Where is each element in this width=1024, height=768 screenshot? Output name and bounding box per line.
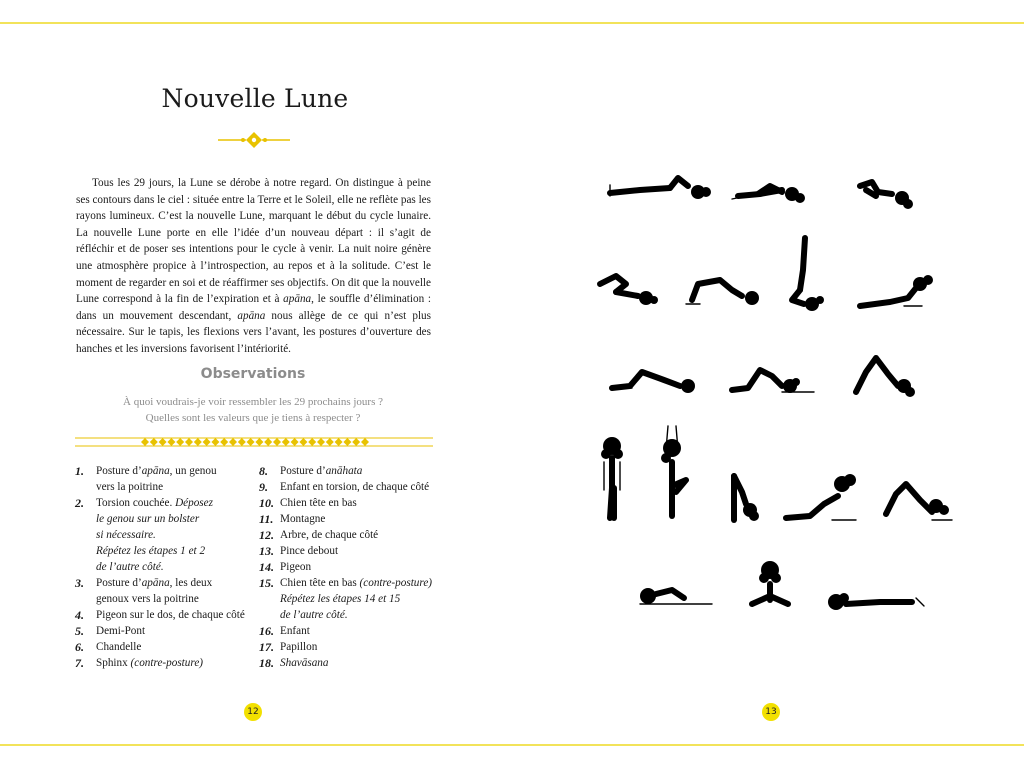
pose-sphinx [860, 275, 933, 306]
pose-pigeon [786, 474, 856, 520]
band-diamond [273, 438, 281, 446]
page-title: Nouvelle Lune [161, 84, 349, 113]
sequence-number [259, 607, 280, 623]
pose-supine-pigeon [600, 276, 658, 305]
sequence-number [75, 511, 96, 527]
band-diamond [203, 438, 211, 446]
sequence-text: Posture d’apāna, les deux [96, 577, 213, 589]
band-diamond [352, 438, 360, 446]
pose-anahata [612, 372, 695, 393]
bottom-rule [0, 744, 1024, 746]
sequence-text: Enfant [280, 625, 310, 637]
intro-paragraph: Tous les 29 jours, la Lune se dérobe à notre regard. On distingue à peine ses contours dans le ciel : située entre la Terre et le Soleil, elle ne reflète pas les rayons lumineux. C’est la nouvelle Lune, marquant le début du cycle lunaire. La nouvelle Lune porte en elle l’idée d’un nouveau départ : il s’agit de réfléchir et de poser ses intentions pour le cycle à venir. La nuit noire génère une atmosphère propice à l’introspection, au repos et à la solitude. C’est le moment de regarder en soi et de réaffirmer ses objectifs. On dit que la nouvelle Lune correspond à la fin de l’expiration et à apāna, le souffle d’élimination : dans un mouvement descendant, apāna nous allège de ce qui n’est plus nécessaire. Sur le tapis, les flexions vers l’avant, les postures d’ouverture des hanches et les inversions favorisent l’intériorité. [76, 177, 432, 355]
sequence-text: le genou sur un bolster [96, 513, 200, 525]
sequence-item [259, 495, 432, 511]
sequence-number: 11. [259, 512, 274, 526]
sequence-item [259, 543, 432, 559]
sequence-item [75, 623, 245, 639]
sequence-text: de l’autre côté. [280, 609, 348, 621]
band-diamond [291, 438, 299, 446]
band-diamond [185, 438, 193, 446]
sequence-item [259, 591, 432, 607]
sequence-item [259, 511, 432, 527]
sequence-text: Chien tête en bas [280, 497, 357, 509]
band-diamond [343, 438, 351, 446]
sequence-number: 14. [259, 560, 274, 574]
band-diamond [335, 438, 343, 446]
band-diamond [176, 438, 184, 446]
band-diamond [238, 438, 246, 446]
sequence-text: Enfant en torsion, de chaque côté [280, 481, 430, 493]
band-diamond [361, 438, 369, 446]
pose-half-bridge [686, 280, 759, 305]
sequence-number: 13. [259, 544, 274, 558]
sequence-text: Sphinx (contre-posture) [96, 657, 204, 669]
sequence-text: Posture d’anāhata [280, 465, 363, 477]
sequence-number: 9. [259, 480, 268, 494]
sequence-item [75, 543, 245, 559]
sequence-text: Pigeon [280, 561, 312, 573]
band-diamond [247, 438, 255, 446]
pose-supine-twist [732, 186, 805, 203]
sequence-text: Posture d’apāna, un genou [96, 465, 217, 477]
pose-apana-both-knees [860, 182, 913, 209]
pose-downward-dog [856, 358, 915, 397]
pose-butterfly [752, 561, 788, 604]
sequence-text: Papillon [280, 641, 318, 653]
sequence-text: Chien tête en bas (contre-posture) [280, 577, 433, 589]
sequence-number: 4. [75, 608, 84, 622]
sequence-item [259, 559, 432, 575]
sequence-number: 8. [259, 464, 268, 478]
sequence-text: Répétez les étapes 1 et 2 [96, 545, 206, 557]
sequence-item [259, 463, 432, 479]
sequence-item [75, 527, 245, 543]
pose-downward-dog-counter [886, 484, 952, 520]
sequence-item [75, 463, 245, 479]
pose-apana-one-knee [610, 178, 711, 199]
sequence-number: 12. [259, 528, 274, 542]
sequence-item [259, 607, 432, 623]
sequence-list-col1 [75, 463, 245, 671]
sequence-number: 16. [259, 624, 274, 638]
sequence-number: 1. [75, 464, 84, 478]
sequence-item [75, 655, 245, 671]
sequence-item [75, 607, 245, 623]
sequence-number: 15. [259, 576, 274, 590]
decorative-band [75, 436, 433, 448]
band-diamond [167, 438, 175, 446]
band-diamond [299, 438, 307, 446]
sequence-number: 10. [259, 496, 274, 510]
sequence-item [75, 495, 245, 511]
yoga-pose-figures-icon [520, 0, 1020, 640]
pose-shoulderstand [792, 238, 824, 311]
band-diamond [194, 438, 202, 446]
band-diamond [282, 438, 290, 446]
sequence-number: 3. [75, 576, 84, 590]
sequence-text: Répétez les étapes 14 et 15 [280, 593, 401, 605]
pose-standing-forward-fold [734, 476, 759, 521]
sequence-text: Shavāsana [280, 657, 329, 669]
sequence-number [259, 591, 280, 607]
sequence-text: genoux vers la poitrine [96, 593, 199, 605]
band-diamond [220, 438, 228, 446]
sequence-number [75, 479, 96, 495]
sequence-item [259, 527, 432, 543]
sequence-item [75, 511, 245, 527]
sequence-item [259, 639, 432, 655]
pose-shavasana [828, 593, 924, 610]
sequence-text: Pigeon sur le dos, de chaque côté [96, 609, 245, 621]
pose-tree [661, 426, 686, 516]
sequence-item [259, 479, 432, 495]
sequence-item [75, 591, 245, 607]
sequence-item [259, 655, 432, 671]
observation-question: Quelles sont les valeurs que je tiens à respecter ? [145, 412, 361, 424]
sequence-text: Chandelle [96, 641, 142, 653]
sequence-number: 6. [75, 640, 84, 654]
page-number-left: 12 [244, 703, 262, 721]
sequence-number: 17. [259, 640, 274, 654]
sequence-text: Montagne [280, 513, 326, 525]
sequence-text: Torsion couchée. Déposez [96, 497, 213, 509]
sequence-text: vers la poitrine [96, 481, 164, 493]
sequence-text: Pince debout [280, 545, 339, 557]
sequence-list-col2 [259, 463, 432, 671]
sequence-item [75, 479, 245, 495]
pose-child-twist [732, 370, 814, 393]
band-diamond [264, 438, 272, 446]
page-number-right: 13 [762, 703, 780, 721]
band-diamond [150, 438, 158, 446]
sequence-text: Arbre, de chaque côté [280, 529, 379, 541]
sequence-item [259, 623, 432, 639]
band-diamond [141, 438, 149, 446]
observation-question: À quoi voudrais-je voir ressembler les 29 prochains jours ? [123, 396, 383, 408]
band-diamond [326, 438, 334, 446]
band-diamond [211, 438, 219, 446]
pose-mountain [601, 437, 623, 518]
observations-heading: Observations [200, 366, 306, 382]
sequence-text: de l’autre côté. [96, 561, 164, 573]
sequence-number [75, 591, 96, 607]
sequence-number [75, 559, 96, 575]
sequence-item [259, 575, 432, 591]
sequence-number: 18. [259, 656, 274, 670]
pose-child [640, 588, 712, 604]
band-diamond [308, 438, 316, 446]
sequence-item [75, 559, 245, 575]
band-diamond [159, 438, 167, 446]
band-diamond [229, 438, 237, 446]
sequence-number [75, 527, 96, 543]
sequence-number: 7. [75, 656, 84, 670]
sequence-item [75, 639, 245, 655]
band-diamond [255, 438, 263, 446]
sequence-number: 5. [75, 624, 84, 638]
sequence-text: Demi-Pont [96, 625, 146, 637]
sequence-text: si nécessaire. [96, 529, 156, 541]
sequence-number: 2. [75, 496, 84, 510]
sequence-number [75, 543, 96, 559]
band-diamond [317, 438, 325, 446]
ornament-icon [218, 131, 290, 149]
sequence-item [75, 575, 245, 591]
